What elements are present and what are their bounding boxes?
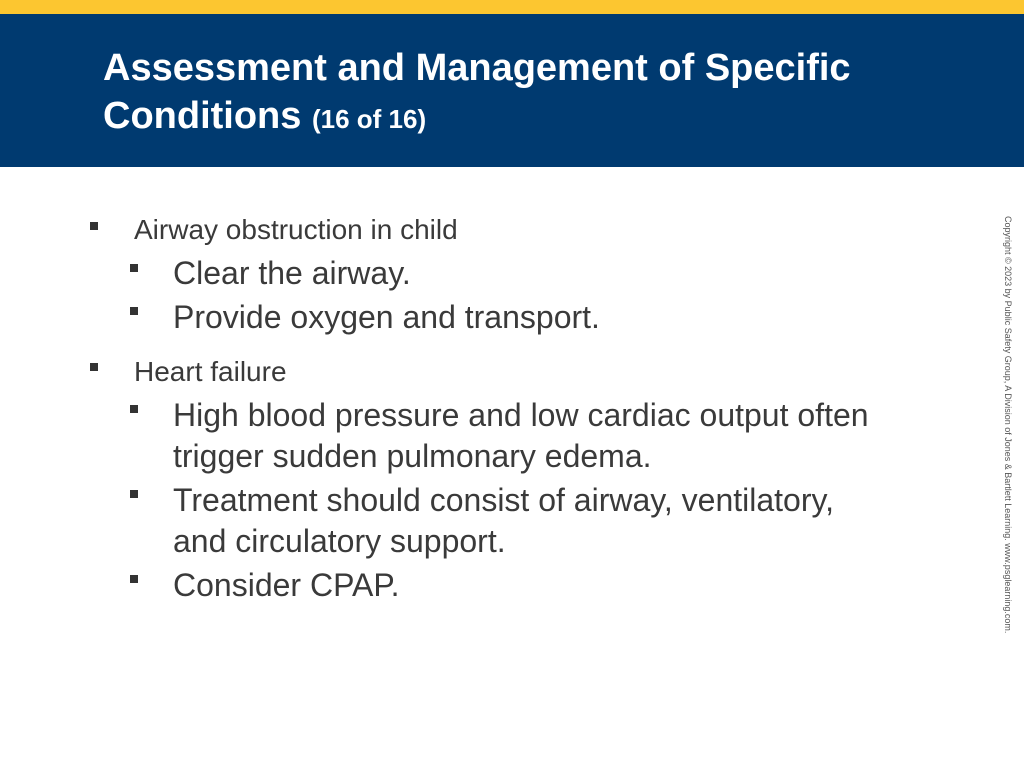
bullet-heart-failure: Heart failure bbox=[134, 356, 287, 387]
sub-bullet-treatment: Treatment should consist of airway, ventilatory, and circulatory support. bbox=[173, 482, 835, 559]
bullet-airway-obstruction: Airway obstruction in child bbox=[134, 214, 458, 245]
copyright-notice: Copyright © 2023 by Public Safety Group, A Division of Jones & Bartlett Learning. www.psglearning.com. bbox=[1003, 216, 1013, 634]
sub-bullet-marker bbox=[130, 264, 138, 272]
slide-title-counter: (16 of 16) bbox=[311, 104, 427, 134]
sub-bullet-oxygen-transport: Provide oxygen and transport. bbox=[173, 299, 600, 335]
sub-bullet-cpap: Consider CPAP. bbox=[173, 567, 400, 603]
sub-bullet-marker bbox=[130, 575, 138, 583]
sub-bullet-marker bbox=[130, 490, 138, 498]
sub-bullet-pulmonary-edema: High blood pressure and low cardiac output often trigger sudden pulmonary edema. bbox=[173, 397, 869, 474]
slide-title-main: Assessment and Management of Specific Conditions bbox=[103, 47, 851, 137]
bullet-marker bbox=[90, 363, 98, 371]
sub-bullet-clear-airway: Clear the airway. bbox=[173, 255, 411, 291]
bullet-marker bbox=[90, 222, 98, 230]
sub-bullet-marker bbox=[130, 307, 138, 315]
sub-bullet-marker bbox=[130, 405, 138, 413]
